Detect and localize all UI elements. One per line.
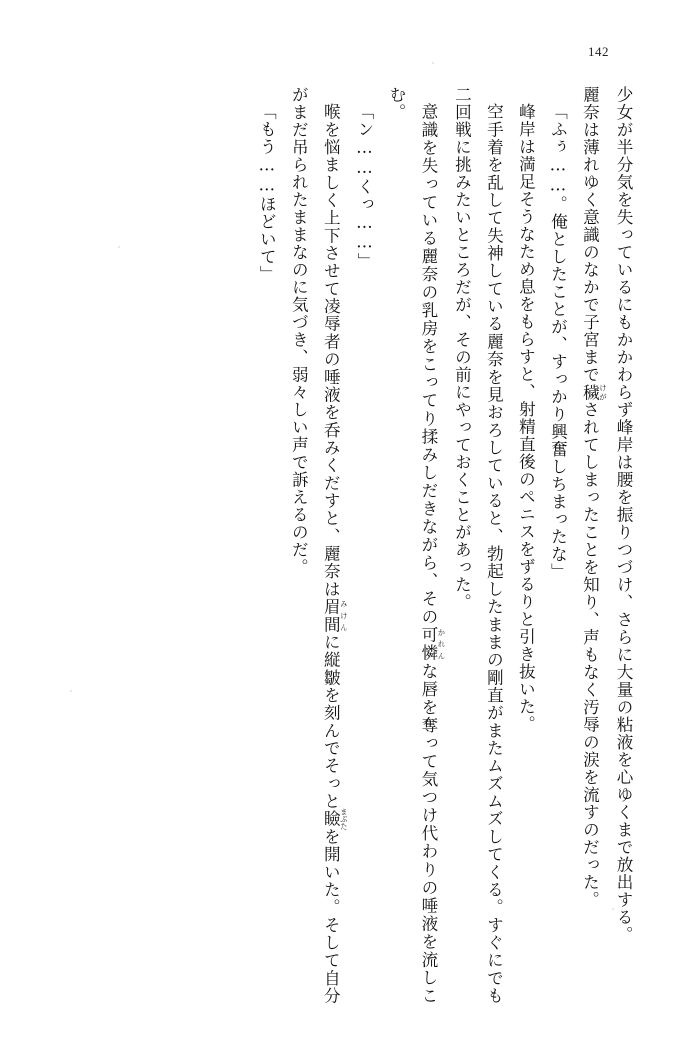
vertical-text-body [58, 86, 639, 1004]
scan-speckle [118, 246, 120, 248]
paragraph: 峰岸は満足そうなため息をもらすと、射精直後のペニスをずるりと引き抜いた。 [516, 102, 536, 733]
scan-speckle [70, 690, 72, 692]
scan-speckle [432, 62, 434, 64]
furigana: みけん [339, 597, 349, 633]
furigana: まぶた [339, 807, 349, 830]
paragraph: 「ン……くっ……」 [354, 102, 374, 270]
page-number: 142 [588, 44, 609, 59]
paragraph: 麗奈は薄れゆく意識のなかで子宮まで穢 けがされてしまったことを知り、声もなく汚辱の涙を流すのだった。 [580, 86, 608, 909]
ruby-text: 瞼 まぶた [321, 807, 349, 830]
ruby-text: 眉間 みけん [321, 597, 349, 633]
ruby-text: 可憐 かれん [418, 625, 446, 662]
paragraph: 喉を悩ましく上下させて凌辱者の唾液を呑みくだすと、麗奈は眉間 みけんに縦皺を刻んでそっと瞼 まぶたを開いた。そして自分がまだ吊られたままなのに気づき、弱々しい声で訴えるのだ。 [289, 86, 349, 1004]
paragraph: 「ふぅ……。俺としたことが、すっかり興奮しちまったな」 [548, 102, 568, 580]
scan-speckle [612, 908, 614, 910]
paragraph: 「もう……ほどいて」 [257, 102, 277, 283]
paragraph: 少女が半分気を失っているにもかかわらず峰岸は腰を振りつづけ、さらに大量の粘液を心ゆくまで放出する。 [614, 86, 633, 944]
furigana: かれん [436, 625, 446, 662]
ruby-text: 穢 けが [580, 383, 608, 401]
paragraph: 空手着を乱して失神している麗奈を見おろしていると、勃起したままの剛直がまたムズムズしてくる。すぐにでも二回戦に挑みたいところだが、その前にやっておくことがあった。 [452, 86, 504, 1004]
paragraph: 意識を失っている麗奈の乳房をこってり揉みしだきながら、その可憐 かれんな唇を奪って気つけ代わりの唾液を流しこむ。 [386, 86, 446, 1005]
furigana: けが [598, 383, 608, 401]
